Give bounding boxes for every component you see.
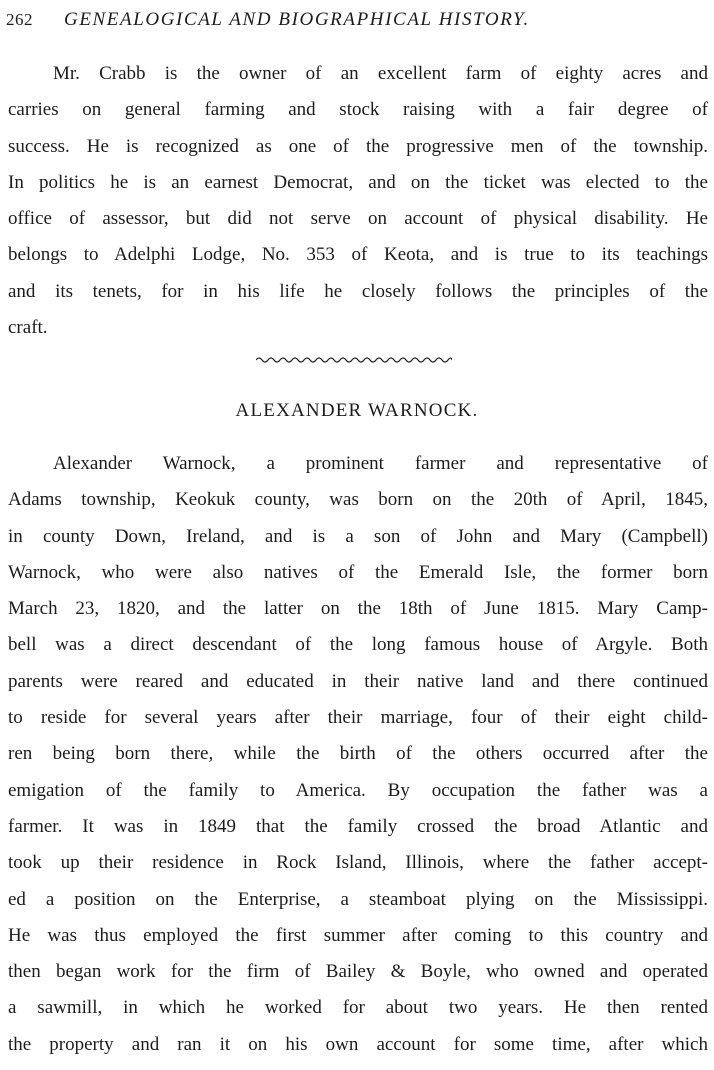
page-header	[6, 6, 706, 36]
text-line: In politics he is an earnest Democrat, and on the ticket was elected to the	[8, 171, 708, 193]
text-line: office of assessor, but did not serve on account of physical disability. He	[8, 208, 708, 230]
text-line: the property and ran it on his own account for some time, after which	[8, 1033, 708, 1055]
text-line: He was thus employed the first summer after coming to this country and	[8, 924, 708, 946]
text-line: March 23, 1820, and the latter on the 18th of June 1815. Mary Camp-	[8, 598, 708, 620]
text-line: craft.	[8, 317, 48, 339]
text-line: and its tenets, for in his life he closely follows the principles of the	[8, 280, 708, 302]
text-line: emigation of the family to America. By occupation the father was a	[8, 779, 708, 801]
text-line: bell was a direct descendant of the long famous house of Argyle. Both	[8, 634, 708, 656]
page-number: 262	[6, 10, 33, 29]
text-line: farmer. It was in 1849 that the family crossed the broad Atlantic and	[8, 815, 708, 837]
text-line: then began work for the firm of Bailey & Boyle, who owned and operated	[8, 961, 708, 983]
text-line: Warnock, who were also natives of the Emerald Isle, the former born	[8, 561, 708, 583]
text-line: parents were reared and educated in their native land and there continued	[8, 670, 708, 692]
text-line: ren being born there, while the birth of the others occurred after the	[8, 743, 708, 765]
text-line: a sawmill, in which he worked for about two years. He then rented	[8, 997, 708, 1019]
text-line: Mr. Crabb is the owner of an excellent farm of eighty acres and	[53, 63, 708, 84]
text-line: belongs to Adelphi Lodge, No. 353 of Keota, and is true to its teachings	[8, 244, 708, 266]
text-line: ed a position on the Enterprise, a steamboat plying on the Mississippi.	[8, 888, 708, 910]
text-line: success. He is recognized as one of the progressive men of the township.	[8, 135, 708, 157]
text-line: in county Down, Ireland, and is a son of John and Mary (Campbell)	[8, 525, 708, 547]
text-line: to reside for several years after their marriage, four of their eight child-	[8, 707, 708, 729]
text-line: Alexander Warnock, a prominent farmer and representative of	[53, 453, 708, 474]
text-line: took up their residence in Rock Island, Illinois, where the father accept-	[8, 852, 708, 874]
text-line: carries on general farming and stock raising with a fair degree of	[8, 99, 708, 121]
paragraph-warnock	[8, 446, 708, 1063]
running-title: GENEALOGICAL AND BIOGRAPHICAL HISTORY.	[64, 9, 530, 30]
section-heading: ALEXANDER WARNOCK.	[235, 400, 479, 421]
wavy-divider-ornament	[256, 354, 452, 366]
paragraph-crabb	[8, 56, 708, 346]
text-line: Adams township, Keokuk county, was born on the 20th of April, 1845,	[8, 489, 708, 511]
